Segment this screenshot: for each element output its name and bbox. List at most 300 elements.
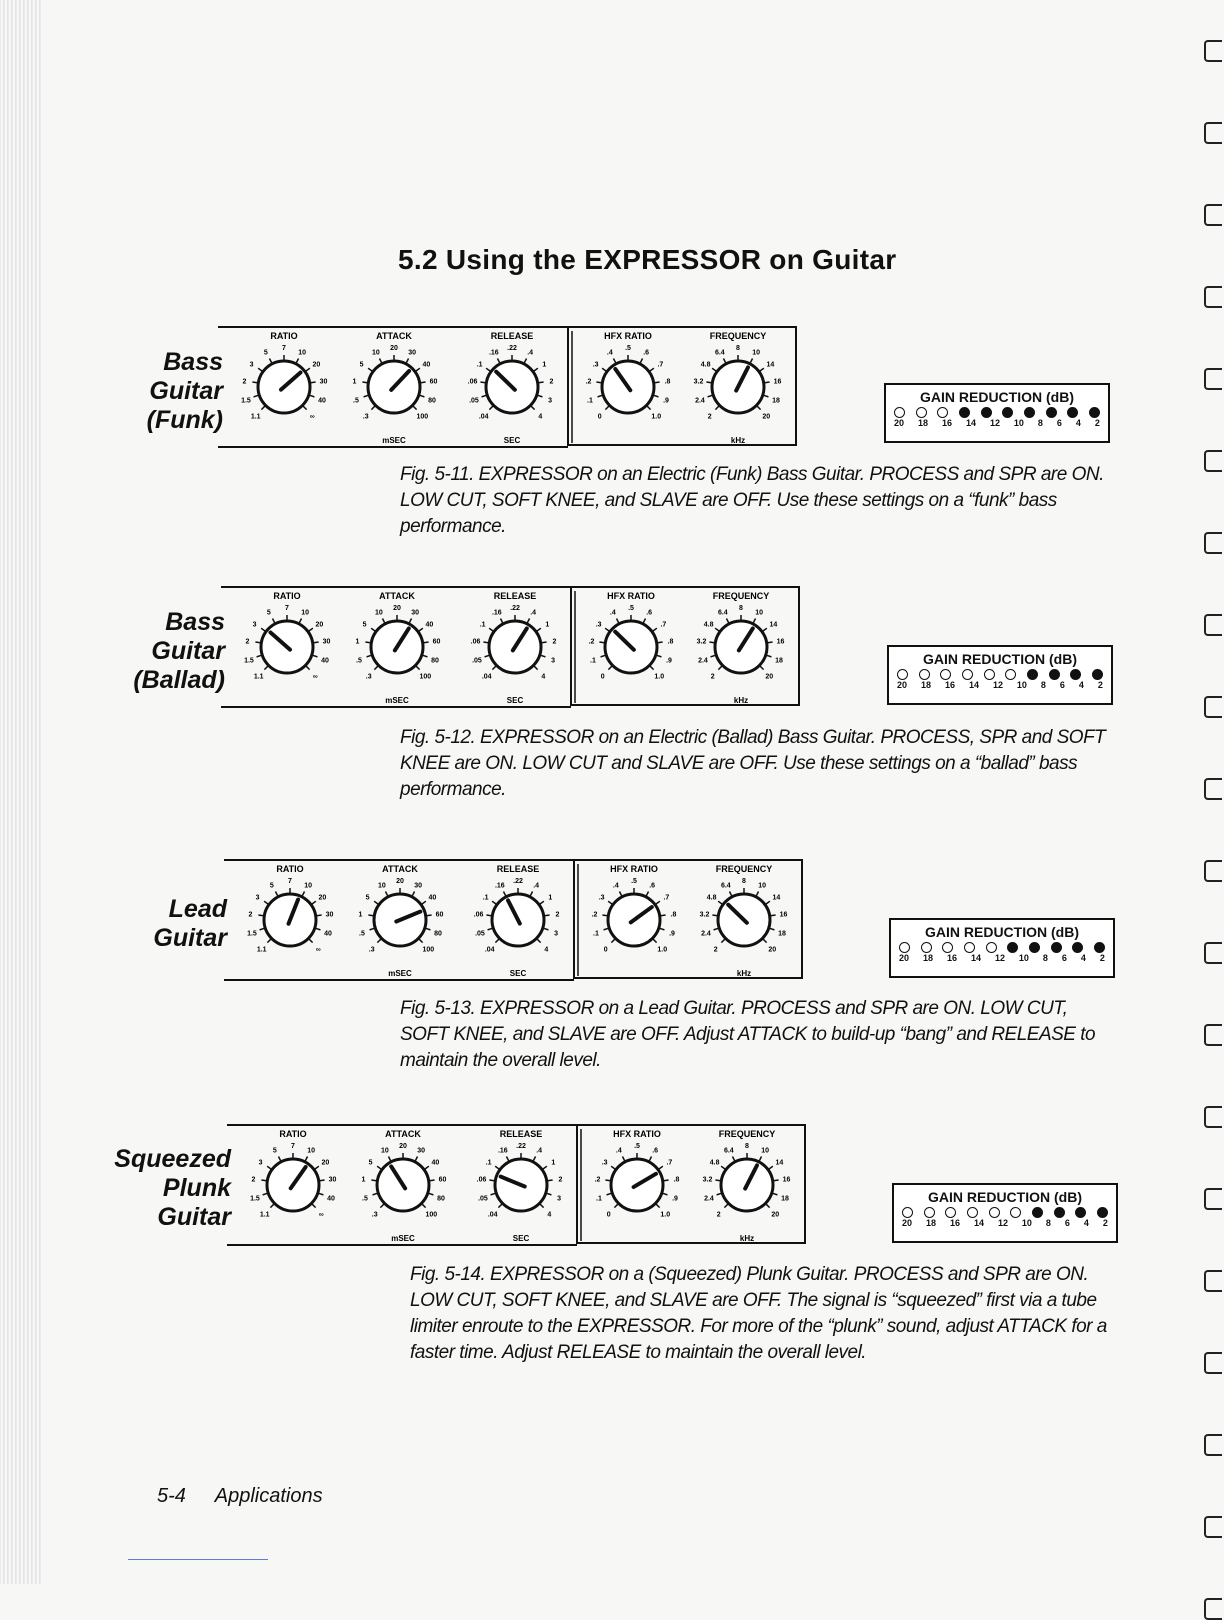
gain-led <box>1070 669 1081 680</box>
scale-label: .1 <box>482 894 489 902</box>
scale-label: .5 <box>362 1195 368 1203</box>
release-label: RELEASE <box>496 864 540 874</box>
scale-label: .06 <box>473 911 484 919</box>
scale-label: 20 <box>396 878 404 885</box>
frequency-label: FREQUENCY <box>715 864 773 874</box>
gain-scale-value: 12 <box>992 680 1003 690</box>
scale-label: 16 <box>782 1176 791 1184</box>
scale-label: 80 <box>437 1195 445 1203</box>
gain-reduction-meter <box>884 383 1110 443</box>
scale-label: 5 <box>269 882 274 890</box>
scale-label: 1 <box>548 894 553 902</box>
scale-label: .3 <box>592 361 599 369</box>
scale-label: 40 <box>318 397 326 405</box>
scale-label: 14 <box>766 361 775 369</box>
gain-scale-value: 12 <box>997 1218 1008 1228</box>
unit-label: mSEC <box>391 1234 415 1243</box>
gain-scale-value: 10 <box>1018 953 1029 963</box>
gain-led <box>1005 669 1016 680</box>
unit-label: kHz <box>739 1234 755 1243</box>
scale-label: .8 <box>670 911 677 919</box>
gain-led <box>1097 1207 1108 1218</box>
unit-label: SEC <box>503 436 521 445</box>
expressor-panel <box>224 858 804 982</box>
scale-label: 80 <box>434 930 442 938</box>
scale-label: 2 <box>248 911 253 919</box>
instrument-label-line: Plunk <box>162 1174 231 1202</box>
scale-label: .04 <box>481 673 492 681</box>
scale-label: .6 <box>643 349 650 357</box>
ratio-knob[interactable] <box>241 331 327 420</box>
scale-label: 20 <box>762 413 771 421</box>
gain-reduction-title: GAIN REDUCTION (dB) <box>920 389 1074 405</box>
scale-label: 16 <box>779 911 788 919</box>
scale-label: .3 <box>365 673 372 681</box>
gain-led <box>1072 942 1083 953</box>
scale-label: 5 <box>362 621 367 629</box>
scale-label: 100 <box>422 946 435 954</box>
gain-scale-value: 10 <box>1016 680 1027 690</box>
gain-scale-value: 6 <box>1056 418 1062 428</box>
figure-caption: Fig. 5-11. EXPRESSOR on an Electric (Funk) Bass Guitar. PROCESS and SPR are ON. LOW CUT, SOFT KNEE, and SLAVE are OFF. Use these settings on a “funk” bass performance. <box>400 464 1104 537</box>
scale-label: 2 <box>251 1176 256 1184</box>
scale-label: 10 <box>758 882 767 890</box>
scale-label: 3.2 <box>696 638 707 646</box>
scale-label: .7 <box>657 361 664 369</box>
attack-knob[interactable] <box>353 331 438 445</box>
scale-label: ∞ <box>315 946 321 954</box>
scale-label: 2 <box>558 1176 563 1184</box>
scale-label: .2 <box>594 1176 601 1184</box>
frequency-knob[interactable] <box>700 864 788 978</box>
scale-label: .9 <box>672 1195 678 1203</box>
gain-led <box>899 942 910 953</box>
scale-label: .8 <box>664 378 671 386</box>
gain-scale-value: 16 <box>946 953 957 963</box>
scale-label: .9 <box>669 930 675 938</box>
scale-label: .1 <box>479 621 486 629</box>
gain-scale-value: 16 <box>949 1218 960 1228</box>
page-footer <box>157 1485 323 1508</box>
gain-led <box>894 407 905 418</box>
scale-label: 0 <box>603 946 608 954</box>
scale-label: .1 <box>485 1159 492 1167</box>
scale-label: .04 <box>487 1211 498 1219</box>
gain-led <box>1024 407 1035 418</box>
scale-label: 3 <box>255 894 260 902</box>
scale-label: 10 <box>304 882 313 890</box>
gain-scale-value: 6 <box>1059 680 1065 690</box>
scale-label: .7 <box>663 894 670 902</box>
scale-label: .22 <box>516 1143 526 1150</box>
scale-label: 1.5 <box>244 657 254 665</box>
attack-knob[interactable] <box>359 864 444 978</box>
scale-label: .5 <box>356 657 362 665</box>
scale-label: 3.2 <box>702 1176 713 1184</box>
gain-scale-value: 14 <box>973 1218 984 1228</box>
expressor-panel <box>227 1123 807 1247</box>
gain-led <box>940 669 951 680</box>
unit-label: SEC <box>512 1234 530 1243</box>
scale-label: 6.4 <box>717 609 728 617</box>
gain-scale-value: 18 <box>925 1218 936 1228</box>
gain-led <box>967 1207 978 1218</box>
gain-scale-value: 4 <box>1078 680 1084 690</box>
scale-label: 1.5 <box>247 930 257 938</box>
gain-led <box>1092 669 1103 680</box>
figure-caption: Fig. 5-13. EXPRESSOR on a Lead Guitar. PROCESS and SPR are ON. LOW CUT, SOFT KNEE, and SLAVE are OFF. Adjust ATTACK to build-up “bang” and RELEASE to maintain the overall level. <box>400 998 1096 1071</box>
scale-label: 1.0 <box>654 673 665 681</box>
scale-label: .22 <box>513 878 523 885</box>
scale-label: 3 <box>252 621 257 629</box>
unit-label: kHz <box>736 969 752 978</box>
gain-scale-value: 18 <box>922 953 933 963</box>
scale-label: .1 <box>587 397 593 405</box>
ratio-label: RATIO <box>270 331 298 341</box>
scale-label: 4 <box>544 946 549 954</box>
scale-label: 18 <box>778 930 786 938</box>
gain-scale-value: 16 <box>944 680 955 690</box>
gain-scale-value: 20 <box>902 1218 913 1228</box>
scale-label: 0 <box>600 673 605 681</box>
frequency-knob[interactable] <box>703 1129 791 1243</box>
scale-label: 100 <box>416 413 429 421</box>
scale-label: .3 <box>362 413 369 421</box>
scale-label: 20 <box>771 1211 780 1219</box>
scale-label: 4 <box>541 673 546 681</box>
scale-label: 7 <box>291 1143 295 1150</box>
scale-label: 3 <box>557 1195 561 1203</box>
scale-label: .6 <box>646 609 653 617</box>
figure-caption: Fig. 5-12. EXPRESSOR on an Electric (Ballad) Bass Guitar. PROCESS, SPR and SOFT KNEE are ON. LOW CUT and SLAVE are OFF. Use these settings on a “ballad” bass performance. <box>400 727 1106 800</box>
scale-label: .3 <box>598 894 605 902</box>
scale-label: 10 <box>761 1147 770 1155</box>
frequency-knob[interactable] <box>694 331 782 445</box>
gain-scale-value: 4 <box>1080 953 1086 963</box>
scale-label: 2 <box>713 946 718 954</box>
scale-label: 8 <box>742 878 746 885</box>
scale-label: 20 <box>399 1143 407 1150</box>
gain-led <box>1051 942 1062 953</box>
scale-label: 6.4 <box>714 349 725 357</box>
scale-label: 40 <box>327 1195 335 1203</box>
scale-label: 18 <box>775 657 783 665</box>
scale-label: 100 <box>419 673 432 681</box>
scale-label: 2.4 <box>695 397 705 405</box>
scale-label: 4.8 <box>709 1159 720 1167</box>
gain-scale-value: 18 <box>917 418 928 428</box>
scale-label: .8 <box>667 638 674 646</box>
scale-label: .5 <box>359 930 365 938</box>
scale-label: 20 <box>765 673 774 681</box>
scale-label: .7 <box>666 1159 673 1167</box>
scale-label: 3 <box>548 397 552 405</box>
gain-reduction-title: GAIN REDUCTION (dB) <box>923 651 1077 667</box>
gain-led <box>919 669 930 680</box>
scale-label: .16 <box>488 349 499 357</box>
scale-label: .5 <box>625 345 631 352</box>
scale-label: 10 <box>371 349 380 357</box>
gain-scale-value: 4 <box>1083 1218 1089 1228</box>
scale-label: 2.4 <box>698 657 708 665</box>
gain-scale-value: 6 <box>1064 1218 1070 1228</box>
scale-label: 7 <box>282 345 286 352</box>
scale-label: 7 <box>288 878 292 885</box>
spiral-binding <box>1204 40 1224 1540</box>
gain-scale-value: 12 <box>994 953 1005 963</box>
scale-label: 2.4 <box>701 930 711 938</box>
gain-scale-value: 14 <box>965 418 976 428</box>
scale-label: 4 <box>538 413 543 421</box>
scale-label: .5 <box>628 605 634 612</box>
instrument-label-line: Squeezed <box>114 1145 231 1173</box>
scale-label: .1 <box>590 657 596 665</box>
scale-label: 10 <box>752 349 761 357</box>
scale-label: 7 <box>285 605 289 612</box>
release-knob[interactable] <box>471 591 557 705</box>
scale-label: 1 <box>358 911 363 919</box>
scale-label: 1.0 <box>651 413 662 421</box>
gain-scale-value: 14 <box>970 953 981 963</box>
gain-scale-value: 8 <box>1040 680 1046 690</box>
hfx-ratio-knob[interactable] <box>589 591 674 680</box>
hfx-ratio-label: HFX RATIO <box>613 1129 661 1139</box>
ratio-label: RATIO <box>276 864 304 874</box>
scale-label: .3 <box>595 621 602 629</box>
instrument-label-line: Lead <box>168 895 227 923</box>
gain-led <box>1007 942 1018 953</box>
scale-label: .5 <box>634 1143 640 1150</box>
release-label: RELEASE <box>499 1129 543 1139</box>
scale-label: 60 <box>429 378 438 386</box>
scale-label: 5 <box>266 609 271 617</box>
attack-label: ATTACK <box>385 1129 421 1139</box>
scale-label: .22 <box>507 345 517 352</box>
instrument-label-line: Guitar <box>157 1203 231 1231</box>
gain-scale-value: 20 <box>894 418 905 428</box>
attack-label: ATTACK <box>379 591 415 601</box>
scale-label: 30 <box>408 349 417 357</box>
scale-label: 10 <box>755 609 764 617</box>
scale-label: .04 <box>484 946 495 954</box>
scale-label: 60 <box>435 911 444 919</box>
page-number: 5-4 <box>157 1485 186 1507</box>
gain-scale-value: 10 <box>1021 1218 1032 1228</box>
scale-label: .1 <box>596 1195 602 1203</box>
frequency-label: FREQUENCY <box>718 1129 776 1139</box>
gain-scale-value: 2 <box>1097 680 1103 690</box>
scale-label: 3 <box>551 657 555 665</box>
scale-label: 2 <box>552 638 557 646</box>
scale-label: 4 <box>547 1211 552 1219</box>
gain-led <box>1067 407 1078 418</box>
instrument-label-line: Guitar <box>149 377 223 405</box>
gain-led <box>942 942 953 953</box>
release-label: RELEASE <box>490 331 534 341</box>
scale-label: 1.1 <box>250 413 261 421</box>
scale-label: 30 <box>328 1176 337 1184</box>
gain-scale-value: 4 <box>1075 418 1081 428</box>
gain-scale-value: 8 <box>1037 418 1043 428</box>
gain-led <box>937 407 948 418</box>
scale-label: .1 <box>593 930 599 938</box>
release-knob[interactable] <box>474 864 560 978</box>
scale-label: 40 <box>324 930 332 938</box>
unit-label: mSEC <box>385 696 409 705</box>
release-label: RELEASE <box>493 591 537 601</box>
scale-label: .05 <box>475 930 485 938</box>
scale-label: .3 <box>371 1211 378 1219</box>
gain-led <box>1027 669 1038 680</box>
scale-label: .3 <box>601 1159 608 1167</box>
attack-knob[interactable] <box>362 1129 447 1243</box>
scale-label: 1 <box>352 378 357 386</box>
scale-label: 10 <box>307 1147 316 1155</box>
scale-label: .16 <box>494 882 505 890</box>
gain-reduction-title: GAIN REDUCTION (dB) <box>928 1189 1082 1205</box>
frequency-label: FREQUENCY <box>712 591 770 601</box>
gain-reduction-meter <box>892 1183 1118 1243</box>
frequency-knob[interactable] <box>697 591 785 705</box>
gain-led <box>924 1207 935 1218</box>
scale-label: 1.1 <box>259 1211 270 1219</box>
scale-label: 80 <box>431 657 439 665</box>
attack-label: ATTACK <box>376 331 412 341</box>
scale-label: 20 <box>312 361 321 369</box>
scale-label: 30 <box>411 609 420 617</box>
scale-label: .06 <box>470 638 481 646</box>
scale-label: 2 <box>710 673 715 681</box>
hfx-ratio-knob[interactable] <box>592 864 677 953</box>
hfx-ratio-label: HFX RATIO <box>610 864 658 874</box>
scale-label: 20 <box>321 1159 330 1167</box>
ratio-knob[interactable] <box>250 1129 336 1218</box>
unit-label: mSEC <box>382 436 406 445</box>
scale-label: .16 <box>491 609 502 617</box>
hfx-ratio-knob[interactable] <box>595 1129 680 1218</box>
scale-label: 6.4 <box>720 882 731 890</box>
gain-scale-value: 8 <box>1045 1218 1051 1228</box>
gain-scale-value: 14 <box>968 680 979 690</box>
gain-reduction-title: GAIN REDUCTION (dB) <box>925 924 1079 940</box>
scale-label: 100 <box>425 1211 438 1219</box>
scale-label: .2 <box>588 638 595 646</box>
scale-label: ∞ <box>309 413 315 421</box>
scale-label: .06 <box>467 378 478 386</box>
scale-label: 1.1 <box>256 946 267 954</box>
scale-label: 6.4 <box>723 1147 734 1155</box>
gain-scale-value: 6 <box>1061 953 1067 963</box>
section-name: Applications <box>214 1485 323 1507</box>
scale-label: .5 <box>631 878 637 885</box>
instrument-label <box>12 895 227 953</box>
scale-label: 1 <box>545 621 550 629</box>
instrument-label-line: Bass <box>165 608 225 636</box>
instrument-label <box>16 1145 231 1232</box>
gain-led <box>897 669 908 680</box>
scale-label: 20 <box>318 894 327 902</box>
release-knob[interactable] <box>468 331 554 445</box>
scale-label: .9 <box>663 397 669 405</box>
scale-label: 2 <box>242 378 247 386</box>
ratio-knob[interactable] <box>244 591 330 680</box>
scale-label: 60 <box>432 638 441 646</box>
scale-label: 3.2 <box>699 911 710 919</box>
hfx-ratio-label: HFX RATIO <box>607 591 655 601</box>
scale-label: 20 <box>768 946 777 954</box>
scale-label: 10 <box>374 609 383 617</box>
hfx-ratio-label: HFX RATIO <box>604 331 652 341</box>
scale-label: .4 <box>527 349 534 357</box>
scale-label: 30 <box>414 882 423 890</box>
scale-label: .9 <box>666 657 672 665</box>
scale-label: .4 <box>530 609 537 617</box>
scale-label: 40 <box>422 361 431 369</box>
scale-label: 5 <box>272 1147 277 1155</box>
scale-label: 18 <box>772 397 780 405</box>
gain-led <box>1010 1207 1021 1218</box>
scale-label: 3 <box>249 361 254 369</box>
scale-label: 1 <box>542 361 547 369</box>
scale-label: 1.1 <box>253 673 264 681</box>
scale-label: 8 <box>736 345 740 352</box>
attack-knob[interactable] <box>356 591 441 705</box>
scale-label: .1 <box>476 361 483 369</box>
scale-label: 30 <box>322 638 331 646</box>
gain-scale-value: 2 <box>1102 1218 1108 1228</box>
gain-scale-value: 20 <box>899 953 910 963</box>
scale-label: 5 <box>359 361 364 369</box>
frequency-label: FREQUENCY <box>709 331 767 341</box>
instrument-label-line: (Funk) <box>146 406 223 434</box>
scale-label: 30 <box>325 911 334 919</box>
scale-label: .4 <box>612 882 619 890</box>
scale-label: 1 <box>361 1176 366 1184</box>
gain-led <box>1075 1207 1086 1218</box>
scale-label: 0 <box>597 413 602 421</box>
scale-label: .4 <box>533 882 540 890</box>
gain-scale-value: 12 <box>989 418 1000 428</box>
gain-scale-value: 16 <box>941 418 952 428</box>
scale-label: 2 <box>549 378 554 386</box>
release-knob[interactable] <box>477 1129 563 1243</box>
scale-label: .3 <box>368 946 375 954</box>
scale-label: 20 <box>315 621 324 629</box>
scale-label: 40 <box>431 1159 440 1167</box>
scale-label: 4.8 <box>703 621 714 629</box>
scale-label: 10 <box>298 349 307 357</box>
scale-label: .22 <box>510 605 520 612</box>
gain-led <box>916 407 927 418</box>
scale-label: .2 <box>585 378 592 386</box>
expressor-panel <box>218 325 798 449</box>
expressor-panel <box>221 585 801 709</box>
scale-label: 14 <box>772 894 781 902</box>
unit-label: mSEC <box>388 969 412 978</box>
instrument-label-line: Guitar <box>153 924 227 952</box>
scale-label: 8 <box>745 1143 749 1150</box>
scale-label: 2 <box>245 638 250 646</box>
instrument-label <box>10 608 225 695</box>
gain-led <box>902 1207 913 1218</box>
scale-label: 3.2 <box>693 378 704 386</box>
ratio-knob[interactable] <box>247 864 333 953</box>
ratio-label: RATIO <box>273 591 301 601</box>
scale-label: .6 <box>649 882 656 890</box>
hfx-ratio-knob[interactable] <box>586 331 671 420</box>
gain-led <box>1046 407 1057 418</box>
gain-led <box>959 407 970 418</box>
